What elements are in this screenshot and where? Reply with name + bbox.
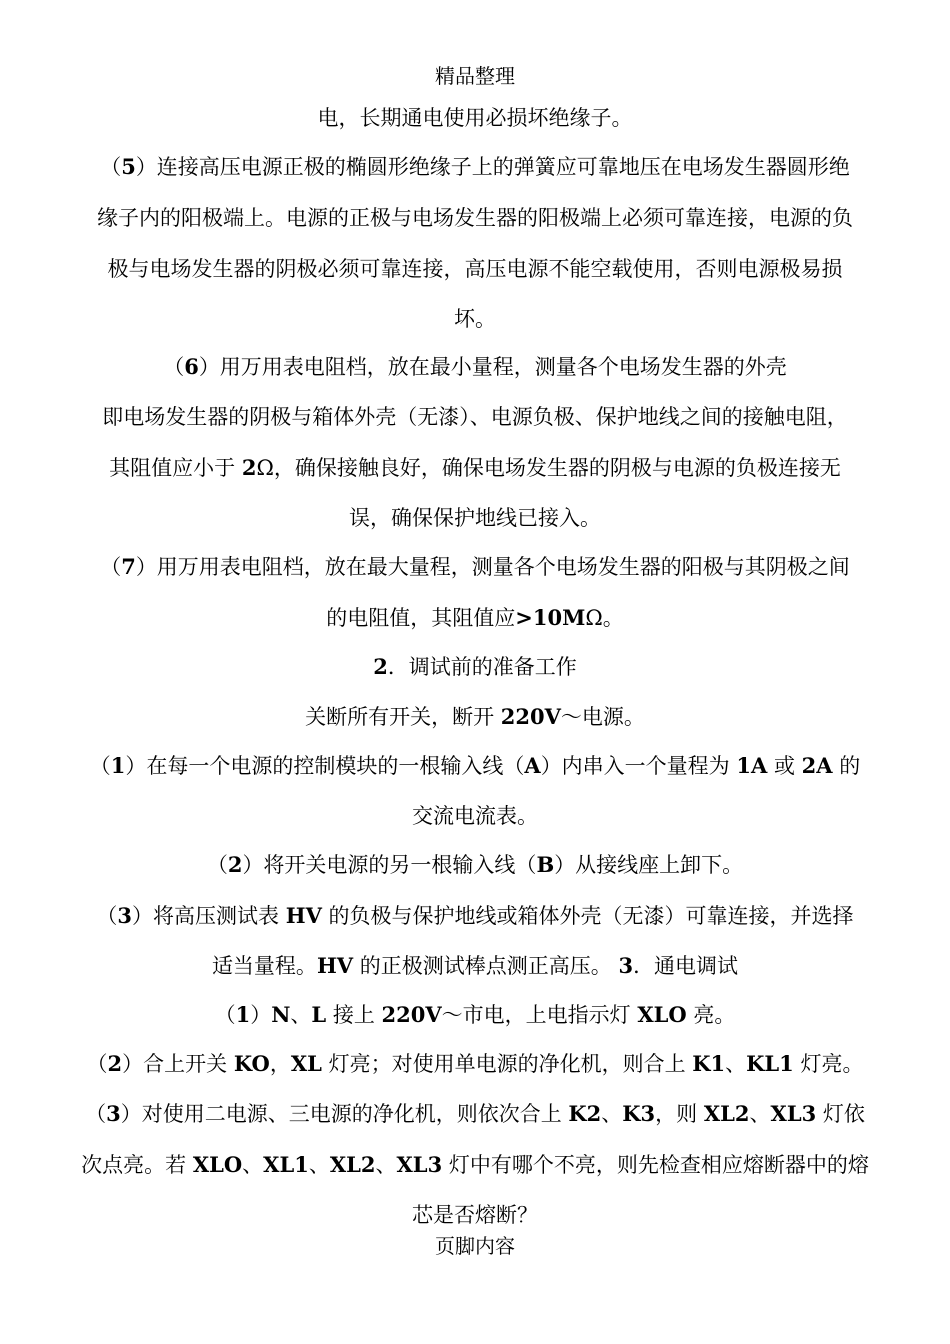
text-line: 的电阻值，其阻值应>10MΩ。 bbox=[326, 605, 624, 630]
text-line: 极与电场发生器的阴极必须可靠连接，高压电源不能空载使用，否则电源极易损 bbox=[107, 257, 843, 281]
text-line: 芯是否熔断？ bbox=[412, 1203, 538, 1227]
text-line: （3）对使用二电源、三电源的净化机，则依次合上 K2、K3，则 XL2、XL3 灯依 bbox=[85, 1101, 865, 1126]
text-line: 适当量程。HV 的正极测试棒点测正高压。 3．通电调试 bbox=[211, 953, 739, 978]
page-footer: 页脚内容 bbox=[435, 1234, 515, 1258]
text-line: 即电场发生器的阴极与箱体外壳（无漆）、电源负极、保护地线之间的接触电阻， bbox=[102, 405, 848, 429]
text-line: （2）将开关电源的另一根输入线（B）从接线座上卸下。 bbox=[206, 852, 744, 877]
text-line: （3）将高压测试表 HV 的负极与保护地线或箱体外壳（无漆）可靠连接，并选择 bbox=[96, 903, 854, 928]
text-line: （5）连接高压电源正极的椭圆形绝缘子上的弹簧应可靠地压在电场发生器圆形绝 bbox=[100, 154, 850, 179]
text-line: 误，确保保护地线已接入。 bbox=[349, 506, 601, 530]
text-line: （7）用万用表电阻档，放在最大量程，测量各个电场发生器的阳极与其阴极之间 bbox=[100, 554, 850, 579]
text-line: 关断所有开关，断开 220V～电源。 bbox=[305, 704, 645, 729]
text-line: （1）N、L 接上 220V～市电，上电指示灯 XLO 亮。 bbox=[214, 1002, 736, 1027]
text-line: 其阻值应小于 2Ω，确保接触良好，确保电场发生器的阴极与电源的负极连接无 bbox=[109, 455, 841, 480]
text-line: 电，长期通电使用必损坏绝缘子。 bbox=[317, 106, 633, 130]
text-line: （6）用万用表电阻档，放在最小量程，测量各个电场发生器的外壳 bbox=[163, 354, 787, 379]
text-line: 缘子内的阳极端上。电源的正极与电场发生器的阳极端上必须可靠连接，电源的负 bbox=[97, 206, 853, 230]
text-line: 交流电流表。 bbox=[412, 804, 538, 828]
page-header: 精品整理 bbox=[435, 64, 515, 88]
text-line: 次点亮。若 XLO、XL1、XL2、XL3 灯中有哪个不亮，则先检查相应熔断器中的熔 bbox=[81, 1152, 869, 1177]
text-line: （2）合上开关 KO，XL 灯亮；对使用单电源的净化机，则合上 K1、KL1 灯亮。 bbox=[86, 1051, 864, 1076]
text-line: 坏。 bbox=[454, 307, 496, 331]
text-line: （1）在每一个电源的控制模块的一根输入线（A）内串入一个量程为 1A 或 2A 的 bbox=[89, 753, 861, 778]
section-heading: 2．调试前的准备工作 bbox=[373, 654, 577, 679]
